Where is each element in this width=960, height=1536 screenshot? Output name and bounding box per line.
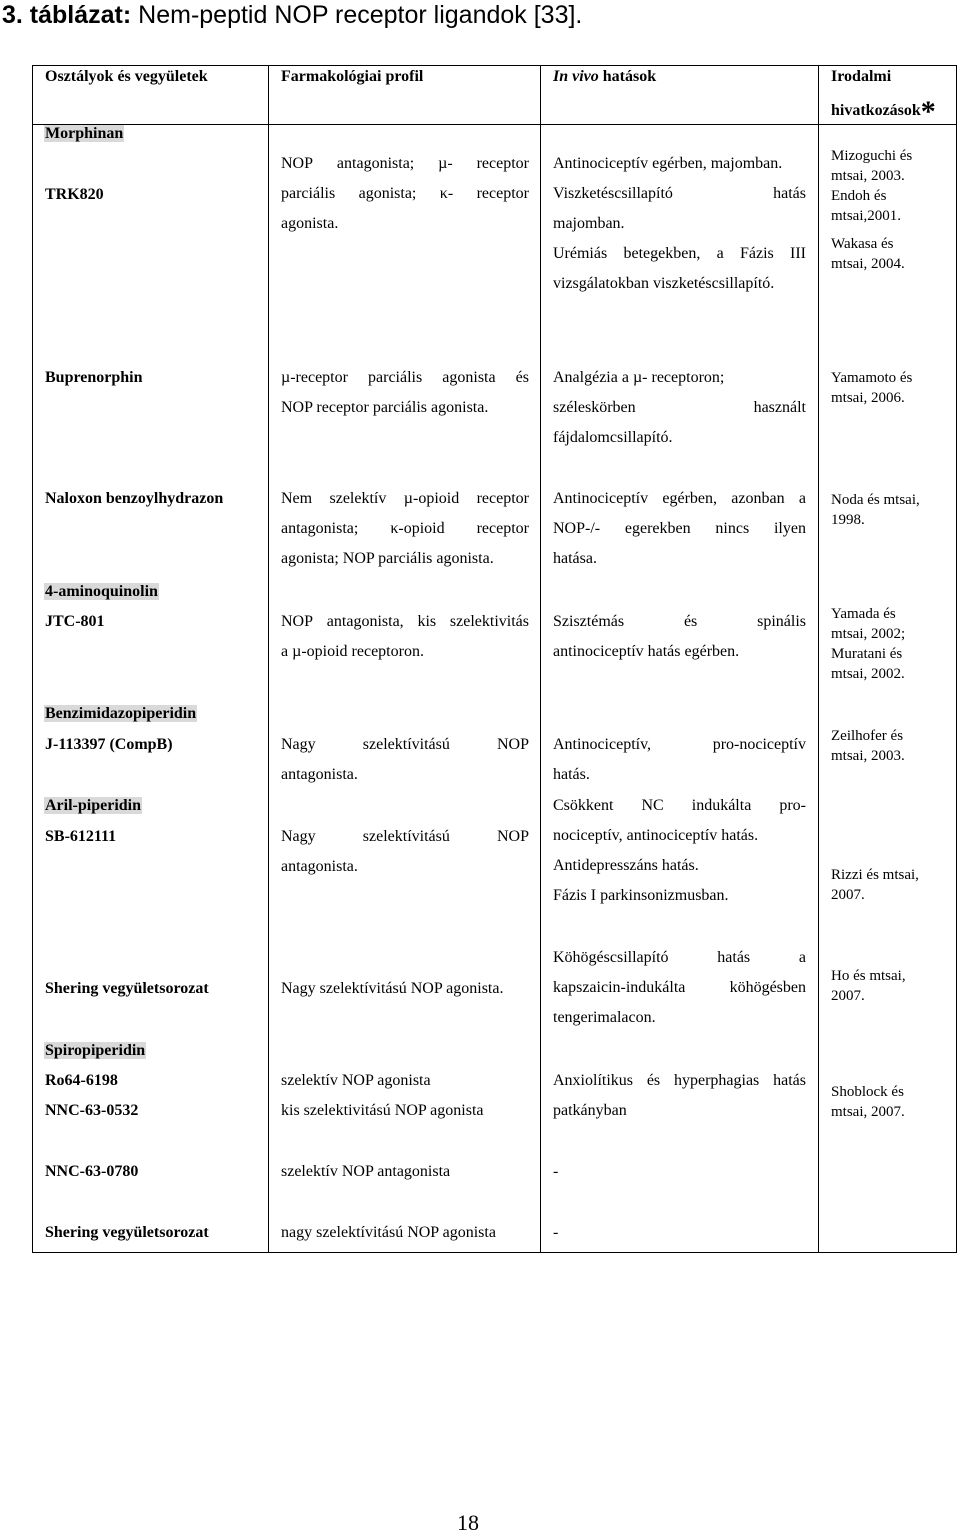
- table-right-border: [956, 65, 957, 1253]
- class-label: 4-aminoquinolin: [45, 583, 158, 600]
- pharmacology-profile: NOP antagonista; µ- receptor parciális agonista; κ- receptor agonista.: [281, 155, 529, 232]
- col-divider-3: [818, 65, 819, 1253]
- references: Noda és mtsai, 1998.: [831, 492, 920, 528]
- in-vivo-effects: -: [553, 1163, 559, 1180]
- in-vivo-effects: Csökkent NC indukálta pro- nociceptív, antinociceptív hatás. Antidepresszáns hatás. Fázis I parkinsonizmusban.: [553, 797, 806, 904]
- compound-name: Shering vegyületsorozat: [45, 980, 209, 997]
- in-vivo-effects: Analgézia a µ- receptoron; széleskörben használt fájdalomcsillapító.: [553, 369, 806, 446]
- table-left-border: [32, 65, 33, 1253]
- pharmacology-profile: NOP antagonista, kis szelektivitás a µ-opioid receptoron.: [281, 613, 529, 660]
- references: Yamamoto és mtsai, 2006.: [831, 370, 913, 406]
- class-label: Benzimidazopiperidin: [45, 705, 197, 722]
- in-vivo-effects: Köhögéscsillapító hatás a kapszaicin-indukálta köhögésben tengerimalacon.: [553, 949, 806, 1026]
- compound-name: Buprenorphin: [45, 369, 143, 386]
- pharmacology-profile: µ-receptor parciális agonista és NOP receptor parciális agonista.: [281, 369, 529, 416]
- compound-name: Naloxon benzoylhydrazon: [45, 490, 224, 507]
- table-caption: [2, 0, 582, 30]
- compound-name: Shering vegyületsorozat: [45, 1224, 209, 1241]
- header-classes: Osztályok és vegyületek: [45, 68, 208, 85]
- pharmacology-profile: szelektív NOP antagonista: [281, 1163, 451, 1180]
- pharmacology-profile: Nagy szelektívitású NOP antagonista.: [281, 828, 529, 875]
- in-vivo-effects: Antinociceptív egérben, azonban a NOP-/- egerekben nincs ilyen hatása.: [553, 490, 806, 567]
- col-divider-2: [540, 65, 541, 1253]
- header-references-line2: hivatkozások*: [831, 95, 936, 128]
- class-label: Morphinan: [45, 125, 124, 142]
- pharmacology-profile: Nagy szelektívitású NOP antagonista.: [281, 736, 529, 783]
- compound-name: SB-612111: [45, 828, 117, 845]
- references: Ho és mtsai, 2007.: [831, 968, 906, 1004]
- table-number: 3. táblázat:: [2, 1, 132, 29]
- in-vivo-effects: Szisztémás és spinális antinociceptív hatás egérben.: [553, 613, 806, 660]
- in-vivo-effects: Anxiolítikus és hyperphagias hatás patkányban: [553, 1072, 806, 1119]
- header-in-vivo: In vivo hatások: [553, 68, 657, 85]
- compound-name: NNC-63-0780: [45, 1163, 139, 1180]
- class-label: Spiropiperidin: [45, 1042, 146, 1059]
- pharmacology-profile: szelektív NOP agonista kis szelektivitású NOP agonista: [281, 1072, 484, 1119]
- header-references-line1: Irodalmi: [831, 68, 892, 85]
- in-vivo-effects: -: [553, 1224, 559, 1241]
- page-number: 18: [457, 1510, 479, 1535]
- in-vivo-effects: Antinociceptív egérben, majomban. Viszketéscsillapító hatás majomban. Urémiás betegekben, a Fázis III vizsgálatokban viszketéscsillapító.: [553, 155, 806, 292]
- references: Mizoguchi és mtsai, 2003. Endoh és mtsai,2001. Wakasa és mtsai, 2004.: [831, 148, 913, 272]
- compound-name: JTC-801: [45, 613, 105, 630]
- references: Shoblock és mtsai, 2007.: [831, 1084, 905, 1120]
- pharmacology-profile: Nagy szelektívitású NOP agonista.: [281, 980, 504, 997]
- table-title: Nem-peptid NOP receptor ligandok [33].: [138, 1, 583, 29]
- references: Yamada és mtsai, 2002; Muratani és mtsai, 2002.: [831, 606, 906, 682]
- col-divider-1: [268, 65, 269, 1253]
- header-pharmacology: Farmakológiai profil: [281, 68, 424, 85]
- pharmacology-profile: nagy szelektívitású NOP agonista: [281, 1224, 496, 1241]
- compound-name: TRK820: [45, 186, 104, 203]
- in-vivo-effects: Antinociceptív, pro-nociceptív hatás.: [553, 736, 806, 783]
- references: Zeilhofer és mtsai, 2003.: [831, 728, 905, 764]
- references: Rizzi és mtsai, 2007.: [831, 867, 919, 903]
- pharmacology-profile: Nem szelektív µ-opioid receptor antagonista; κ-opioid receptor agonista; NOP parciális agonista.: [281, 490, 529, 567]
- compound-name: Ro64-6198: [45, 1072, 118, 1089]
- compound-name: NNC-63-0532: [45, 1102, 139, 1119]
- compound-name: J-113397 (CompB): [45, 736, 173, 753]
- footnote-star: *: [920, 95, 936, 128]
- class-label: Aril-piperidin: [45, 797, 142, 814]
